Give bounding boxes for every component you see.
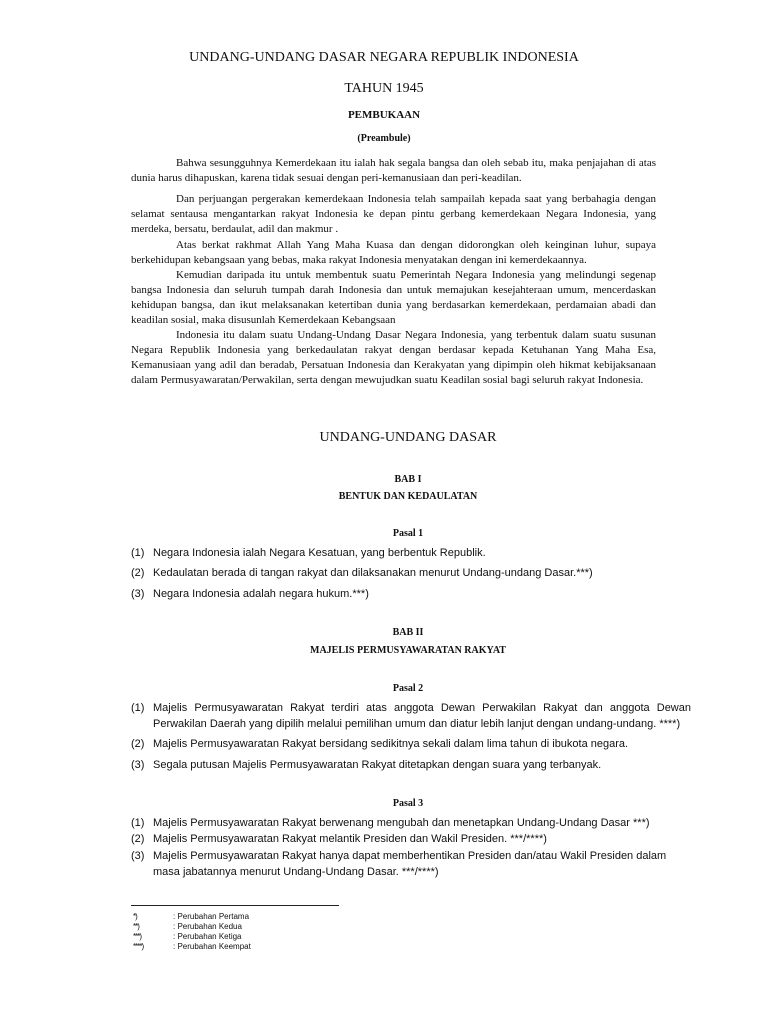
item-text: Majelis Permusyawaratan Rakyat terdiri atas anggota Dewan Perwakilan Rakyat dan anggota Dewan Perwakilan Daerah yang dipilih melalui pemilihan umum dan diatur lebih lanjut dengan undang-undang. ****)	[153, 702, 691, 730]
item-number: (3)	[131, 850, 145, 862]
item-text: Majelis Permusyawaratan Rakyat bersidang sedikitnya sekali dalam lima tahun di ibukota negara.	[153, 738, 629, 750]
item-text: Segala putusan Majelis Permusyawaratan Rakyat ditetapkan dengan suara yang terbanyak.	[153, 759, 602, 771]
footnote-mark: *)	[133, 912, 137, 921]
section-subtitle: (Preambule)	[357, 133, 411, 144]
bab-1-title: BENTUK DAN KEDAULATAN	[338, 491, 478, 502]
item-text: Majelis Permusyawaratan Rakyat berwenang mengubah dan menetapkan Undang-Undang Dasar ***)	[153, 817, 650, 829]
section-title: PEMBUKAAN	[347, 109, 421, 121]
item-text: Negara Indonesia adalah negara hukum.***)	[153, 588, 369, 600]
item-number: (3)	[131, 588, 145, 600]
footnote-mark: **)	[133, 922, 139, 931]
preamble-paragraph-2: Dan perjuangan pergerakan kemerdekaan Indonesia telah sampailah kepada saat yang berbahagia dengan selamat sentausa mengantarkan rakyat Indonesia ke depan pintu gerbang kemerdekaan Negara Indonesia, yang merdeka, bersatu, berdaulat, adil dan makmur .	[131, 193, 656, 235]
preamble-paragraph-5: Indonesia itu dalam suatu Undang-Undang Dasar Negara Indonesia, yang terbentuk dalam suatu susunan Negara Republik Indonesia yang berkedaulatan rakyat dengan berdasar kepada Ketuhanan Yang Maha Esa, Kemanusiaan yang adil dan beradab, Persatuan Indonesia dan Kerakyatan yang dipimpin oleh hikmat kebijaksanaan dalam Permusyawaratan/Perwakilan, serta dengan mewujudkan suatu Keadilan sosial bagi seluruh rakyat Indonesia.	[131, 329, 656, 386]
pasal-2-heading: Pasal 2	[392, 683, 424, 694]
document-year: TAHUN 1945	[344, 81, 424, 96]
document-title: UNDANG-UNDANG DASAR NEGARA REPUBLIK INDONESIA	[189, 50, 579, 65]
footnote-mark: ****)	[133, 942, 144, 951]
bab-2-number: BAB II	[392, 627, 424, 638]
item-number: (1)	[131, 702, 145, 714]
item-number: (2)	[131, 567, 145, 579]
item-text: Majelis Permusyawaratan Rakyat hanya dapat memberhentikan Presiden dan/atau Wakil Presiden dalam masa jabatannya menurut Undang-Undang Dasar. ***/****)	[153, 850, 667, 878]
pasal-1-heading: Pasal 1	[392, 528, 424, 539]
pasal-3-heading: Pasal 3	[392, 798, 424, 809]
item-number: (2)	[131, 833, 145, 845]
bab-2-title: MAJELIS PERMUSYAWARATAN RAKYAT	[310, 645, 506, 656]
item-text: Kedaulatan berada di tangan rakyat dan dilaksanakan menurut Undang-undang Dasar.***)	[153, 567, 593, 579]
footnote-label: : Perubahan Pertama	[173, 912, 250, 921]
item-number: (3)	[131, 759, 145, 771]
preamble-paragraph-3: Atas berkat rakhmat Allah Yang Maha Kuasa dan dengan didorongkan oleh keinginan luhur, supaya berkehidupan kebangsaan yang bebas, maka rakyat Indonesia menyatakan dengan ini kemerdekaannya.	[131, 239, 656, 266]
footnote-divider	[131, 905, 339, 906]
footnote-label: : Perubahan Ketiga	[173, 932, 242, 941]
preamble-paragraph-4: Kemudian daripada itu untuk membentuk suatu Pemerintah Negara Indonesia yang melindungi segenap bangsa Indonesia dan seluruh tumpah darah Indonesia dan untuk memajukan kesejahteraan umum, mencerdaskan kehidupan bangsa, dan ikut melaksanakan ketertiban dunia yang berdasarkan kemerdekaan, perdamaian abadi dan keadilan sosial, maka disusunlah Kemerdekaan Kebangsaan	[131, 269, 656, 326]
item-text: Majelis Permusyawaratan Rakyat melantik Presiden dan Wakil Presiden. ***/****)	[153, 833, 547, 845]
item-text: Negara Indonesia ialah Negara Kesatuan, yang berbentuk Republik.	[153, 547, 486, 559]
uud-heading: UNDANG-UNDANG DASAR	[319, 430, 497, 445]
bab-1-number: BAB I	[394, 474, 422, 485]
item-number: (1)	[131, 817, 145, 829]
item-number: (1)	[131, 547, 145, 559]
footnote-label: : Perubahan Keempat	[173, 942, 251, 951]
footnote-label: : Perubahan Kedua	[173, 922, 242, 931]
preamble-paragraph-1: Bahwa sesungguhnya Kemerdekaan itu ialah hak segala bangsa dan oleh sebab itu, maka penjajahan di atas dunia harus dihapuskan, karena tidak sesuai dengan peri-kemanusiaan dan peri-keadilan.	[131, 157, 656, 184]
footnote-mark: ***)	[133, 932, 142, 941]
item-number: (2)	[131, 738, 145, 750]
